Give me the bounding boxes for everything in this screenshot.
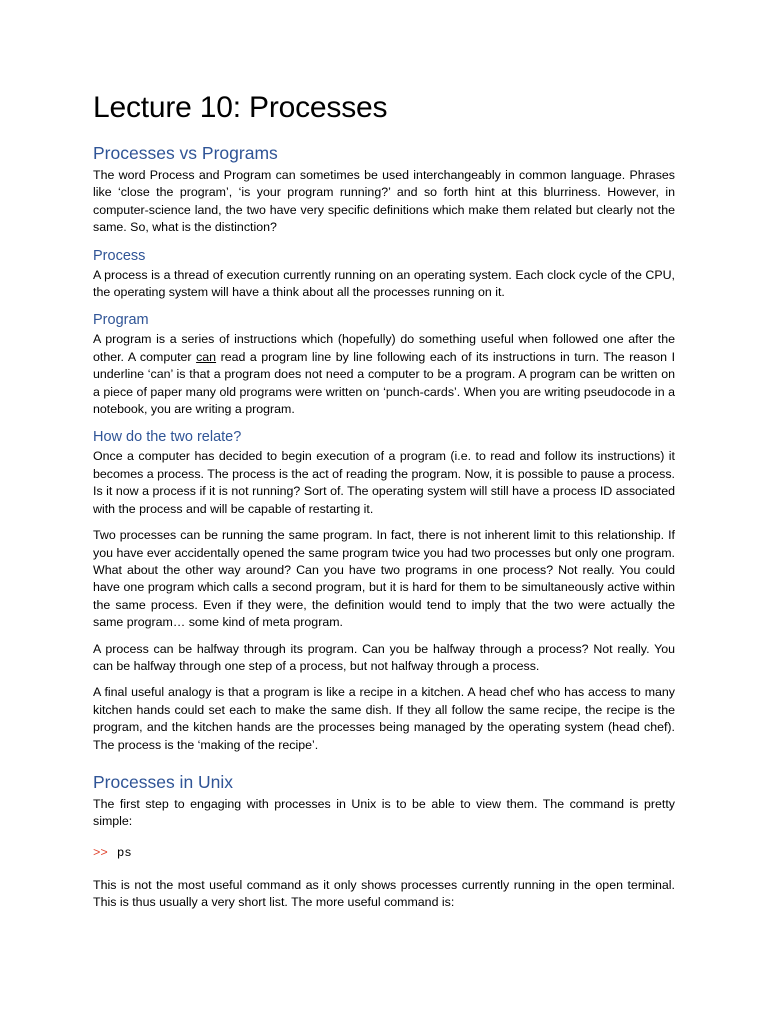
paragraph-intro: The word Process and Program can sometimes be used interchangeably in common language. Phrases like ‘close the program’, ‘is your program running?’ and so forth hint at this blurriness. However, in computer-science land, the two have very specific definitions which make them related but clearly not the same. So, what is the distinction? bbox=[93, 168, 675, 235]
program-text-b: read a program line by line following each of its instructions in turn. The reason I underline ‘can’ is that a program does not need a computer to be a program. A program can be written on a piece of paper many old programs were written on ‘punch-cards’. When you are writing pseudocode in a notebook, you are writing a program. bbox=[93, 349, 676, 417]
paragraph-relate-4: A final useful analogy is that a program is like a recipe in a kitchen. A head chef who has access to many kitchen hands could set each to make the same dish. If they all follow the same recipe, the recipe is the program, and the kitchen hands are the processes being managed by the operating system (head chef). The process is the ‘making of the recipe’. bbox=[93, 685, 675, 752]
command-prompt: >> bbox=[93, 845, 108, 860]
heading-process: Process bbox=[93, 247, 146, 264]
program-text-a: A program is a series of instructions which (hopefully) do something useful when followed one after the other. A computer bbox=[93, 332, 675, 364]
paragraph-program bbox=[93, 331, 675, 418]
paragraph-unix-2: This is not the most useful command as it only shows processes currently running in the open terminal. This is thus usually a very short list. The more useful command is: bbox=[93, 877, 675, 910]
heading-processes-in-unix: Processes in Unix bbox=[93, 771, 234, 792]
command-text: ps bbox=[116, 845, 132, 860]
paragraph-unix-1: The first step to engaging with processes in Unix is to be able to view them. The command is pretty simple: bbox=[93, 796, 675, 829]
heading-processes-vs-programs: Processes vs Programs bbox=[93, 143, 278, 163]
underlined-can: can bbox=[196, 349, 217, 364]
paragraph-relate-1: Once a computer has decided to begin execution of a program (i.e. to read and follow its instructions) it becomes a process. The process is the act of reading the program. Now, it is possible to pause a process. Is it now a process if it is not running? Sort of. The operating system will still have a process ID associated with the process and will be capable of restarting it. bbox=[93, 449, 675, 516]
command-line bbox=[93, 845, 675, 862]
paragraph-relate-2: Two processes can be running the same program. In fact, there is not inherent limit to this relationship. If you have ever accidentally opened the same program twice you had two processes but only one program. What about the other way around? Can you have two programs in one process? Not really. You could have one program which calls a second program, but it is hard for them to be simultaneously active within the same process. Even if they were, the definition would tend to imply that the two were actually the same program… some kind of meta program. bbox=[93, 528, 675, 630]
paragraph-process: A process is a thread of execution currently running on an operating system. Each clock cycle of the CPU, the operating system will have a think about all the processes running on it. bbox=[93, 267, 675, 300]
heading-how-relate: How do the two relate? bbox=[93, 429, 242, 446]
paragraph-relate-3: A process can be halfway through its program. Can you be halfway through a process? Not really. You can be halfway through one step of a process, but not halfway through a process. bbox=[93, 641, 675, 673]
page-title: Lecture 10: Processes bbox=[93, 91, 388, 124]
heading-program: Program bbox=[93, 312, 149, 329]
